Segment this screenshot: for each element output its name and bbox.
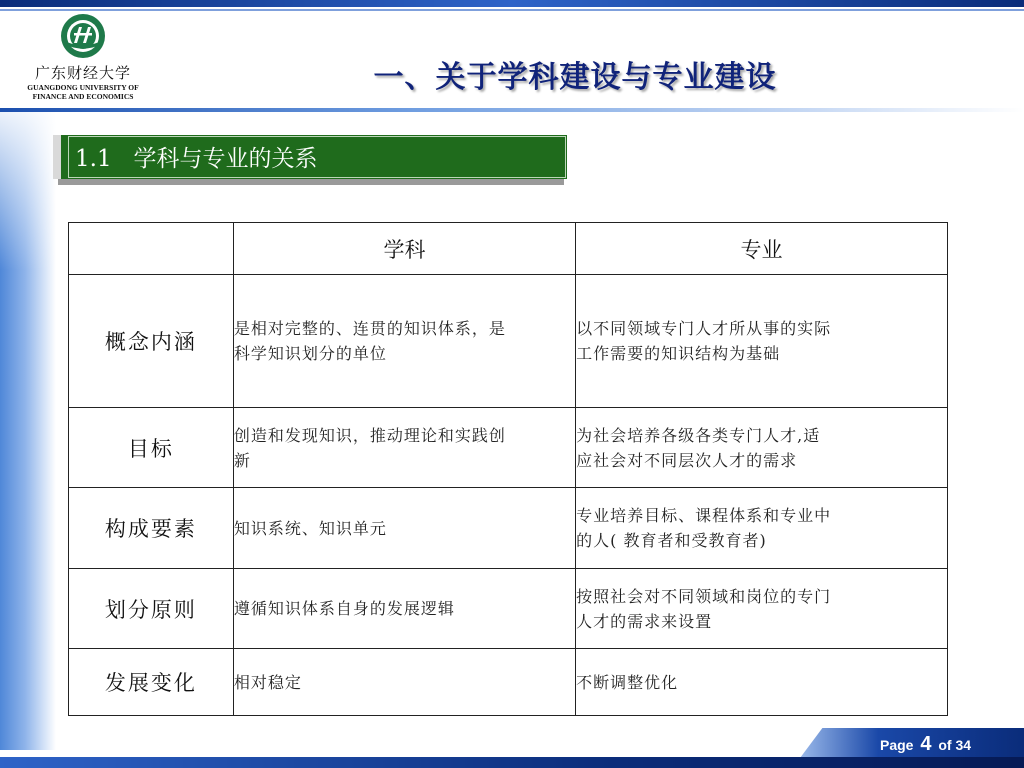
left-gradient-fade xyxy=(0,110,56,270)
cell-line: 创造和发现知识，推动理论和实践创 xyxy=(233,425,506,445)
row-label: 划分原则 xyxy=(69,569,234,649)
cell-line: 人才的需求来设置 xyxy=(576,611,713,631)
major-cell xyxy=(576,649,948,716)
major-cell xyxy=(576,569,948,649)
table-row xyxy=(69,569,948,649)
cell-line: 相对稳定 xyxy=(233,672,302,692)
comparison-table xyxy=(68,222,948,716)
row-label: 概念内涵 xyxy=(69,275,234,408)
page-number: 4 xyxy=(920,733,932,755)
cell-line: 专业培养目标、课程体系和专业中 xyxy=(576,506,832,525)
discipline-cell xyxy=(233,649,575,716)
cell-line: 以不同领域专门人才所从事的实际 xyxy=(576,319,832,338)
university-emblem-icon xyxy=(59,12,107,60)
cell-line: 科学知识划分的单位 xyxy=(233,344,387,363)
discipline-cell xyxy=(233,488,575,569)
cell-line: 新 xyxy=(233,450,251,470)
table-row xyxy=(69,275,948,408)
cell-line: 为社会培养各级各类专门人才,适 xyxy=(576,425,821,445)
section-banner xyxy=(53,135,567,179)
page-total: 34 xyxy=(955,737,972,753)
university-logo xyxy=(8,10,158,106)
section-title: 1.1 学科与专业的关系 xyxy=(75,146,318,172)
cell-line: 工作需要的知识结构为基础 xyxy=(576,344,781,363)
discipline-cell xyxy=(233,408,575,488)
row-label: 发展变化 xyxy=(69,649,234,716)
table-row xyxy=(69,408,948,488)
cell-line: 按照社会对不同领域和岗位的专门 xyxy=(576,586,832,606)
table-row xyxy=(69,649,948,716)
cell-line: 遵循知识体系自身的发展逻辑 xyxy=(233,599,455,618)
row-label: 构成要素 xyxy=(69,488,234,569)
table-header-major: 专业 xyxy=(576,223,948,275)
major-cell xyxy=(576,275,948,408)
row-label: 目标 xyxy=(69,408,234,488)
university-name-cn: 广东财经大学 xyxy=(34,64,131,82)
table-header-row xyxy=(69,223,948,275)
discipline-cell xyxy=(233,275,575,408)
table-row xyxy=(69,488,948,569)
major-cell xyxy=(576,408,948,488)
header-rule xyxy=(0,108,1024,112)
table-header-corner xyxy=(69,223,234,275)
cell-line: 不断调整优化 xyxy=(576,672,679,692)
university-name-en-line2: FINANCE AND ECONOMICS xyxy=(32,92,134,101)
university-name-en-line1: GUANGDONG UNIVERSITY OF xyxy=(27,83,139,92)
top-accent-bar xyxy=(0,0,1024,7)
cell-line: 应社会对不同层次人才的需求 xyxy=(576,450,798,470)
major-cell xyxy=(576,488,948,569)
cell-line: 知识系统、知识单元 xyxy=(233,518,387,538)
table-header-discipline: 学科 xyxy=(233,223,575,275)
discipline-cell xyxy=(233,569,575,649)
slide-title: 一、关于学科建设与专业建设 xyxy=(373,60,777,95)
footer-band xyxy=(0,757,1024,768)
page-indicator xyxy=(880,733,971,756)
page-word: Page xyxy=(880,737,914,753)
cell-line: 的人( 教育者和受教育者) xyxy=(576,531,767,550)
cell-line: 是相对完整的、连贯的知识体系，是 xyxy=(233,319,506,338)
page-of-word: of xyxy=(938,737,952,753)
